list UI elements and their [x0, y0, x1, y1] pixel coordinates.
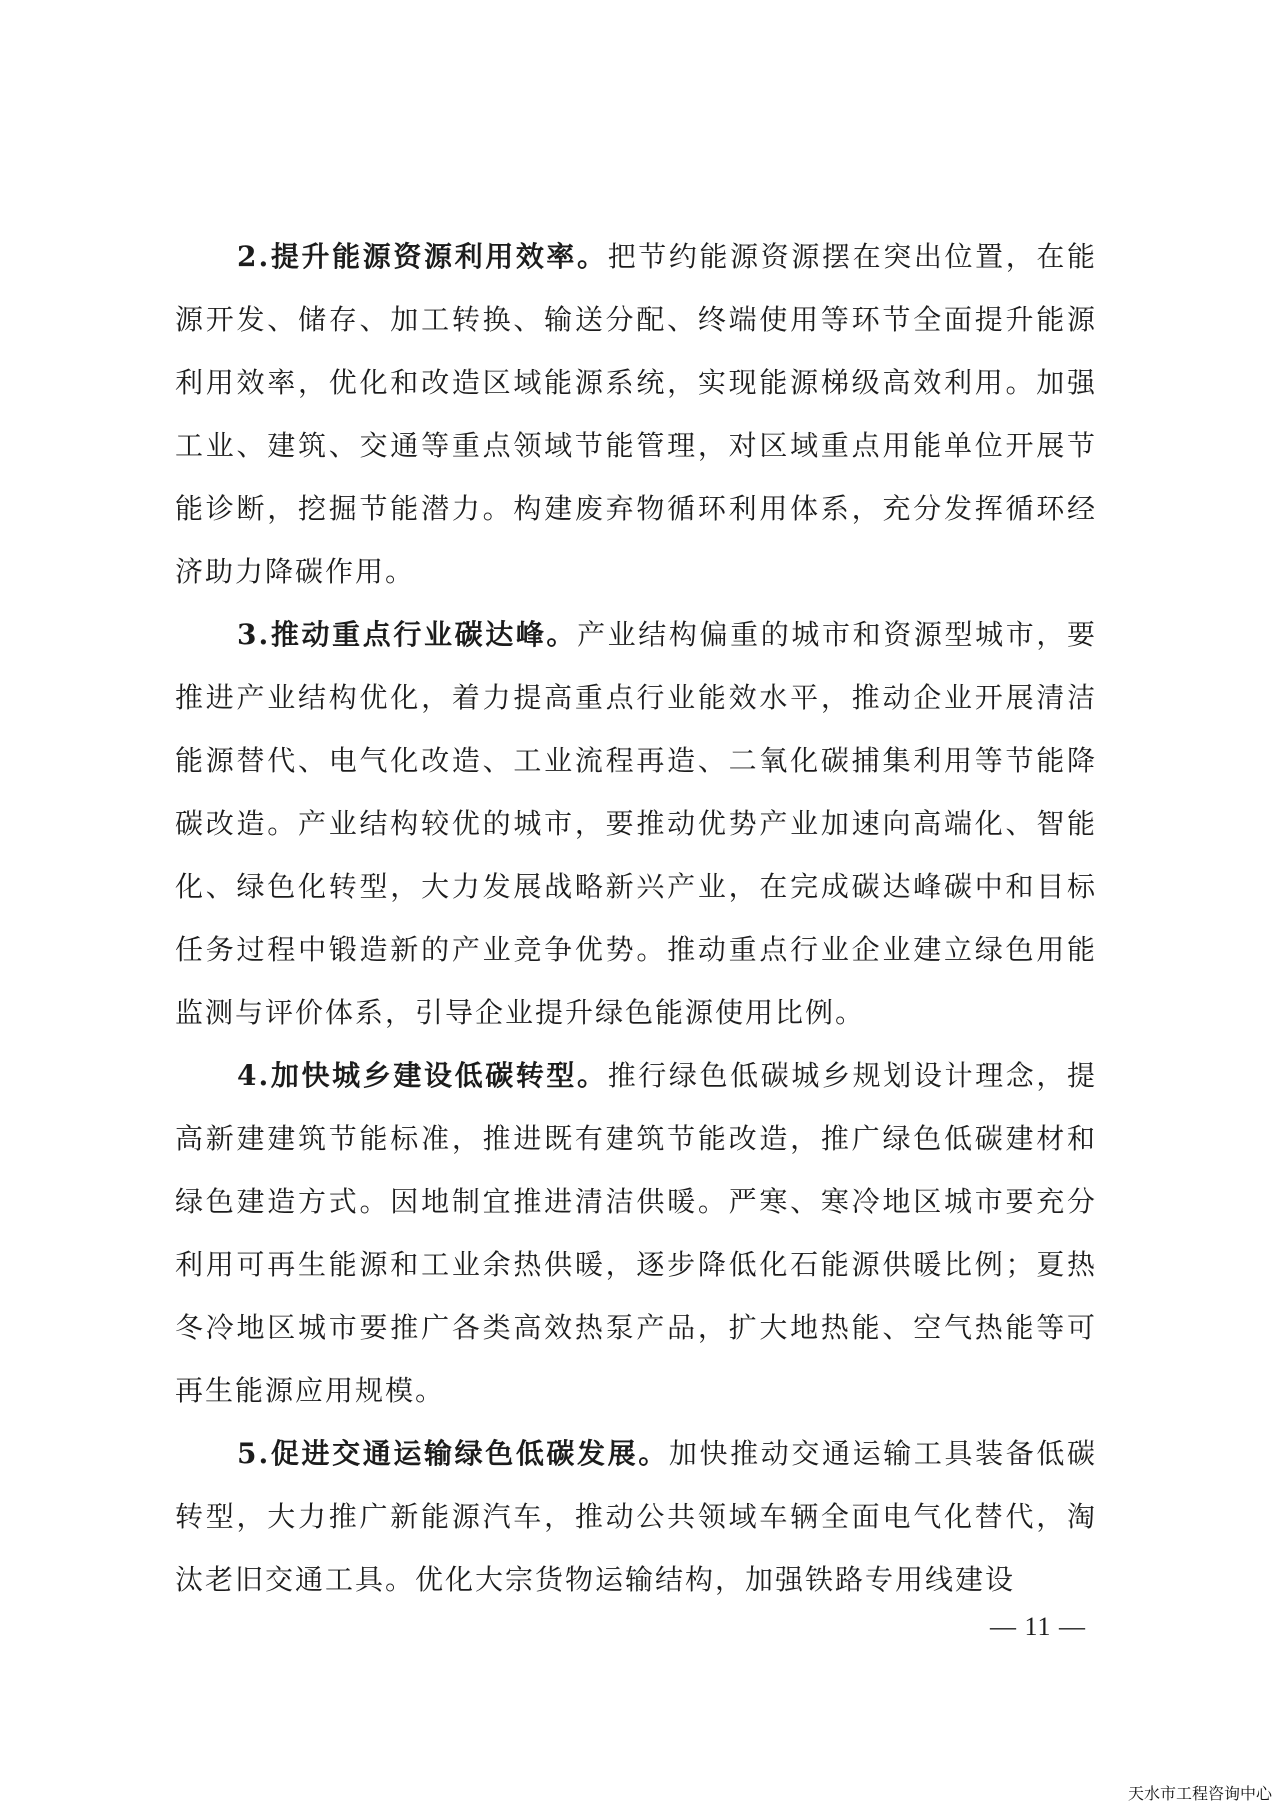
paragraph-heading: 5.促进交通运输绿色低碳发展。	[237, 1437, 669, 1470]
paragraph-key-industries	[175, 603, 1097, 1044]
paragraph-text: 产业结构偏重的城市和资源型城市，要推进产业结构优化，着力提高重点行业能效水平，推动企业开展清洁能源替代、电气化改造、工业流程再造、二氧化碳捕集利用等节能降碳改造。产业结构较优的城市，要推动优势产业加速向高端化、智能化、绿色化转型，大力发展战略新兴产业，在完成碳达峰碳中和目标任务过程中锻造新的产业竞争优势。推动重点行业企业建立绿色用能监测与评价体系，引导企业提升绿色能源使用比例。	[175, 618, 1097, 1029]
page-number: — 11 —	[990, 1612, 1087, 1641]
paragraph-text: 推行绿色低碳城乡规划设计理念，提高新建建筑节能标准，推进既有建筑节能改造，推广绿色低碳建材和绿色建造方式。因地制宜推进清洁供暖。严寒、寒冷地区城市要充分利用可再生能源和工业余热供暖，逐步降低化石能源供暖比例；夏热冬冷地区城市要推广各类高效热泵产品，扩大地热能、空气热能等可再生能源应用规模。	[175, 1059, 1097, 1407]
paragraph-text: 把节约能源资源摆在突出位置，在能源开发、储存、加工转换、输送分配、终端使用等环节全面提升能源利用效率，优化和改造区域能源系统，实现能源梯级高效利用。加强工业、建筑、交通等重点领域节能管理，对区域重点用能单位开展节能诊断，挖掘节能潜力。构建废弃物循环利用体系，充分发挥循环经济助力降碳作用。	[175, 240, 1097, 588]
source-watermark: 天水市工程咨询中心	[1127, 1784, 1272, 1803]
document-body	[175, 225, 1097, 1611]
paragraph-text: 加快推动交通运输工具装备低碳转型，大力推广新能源汽车，推动公共领域车辆全面电气化替代，淘汰老旧交通工具。优化大宗货物运输结构，加强铁路专用线建设	[175, 1437, 1097, 1596]
paragraph-urban-rural-construction	[175, 1044, 1097, 1422]
paragraph-heading: 4.加快城乡建设低碳转型。	[237, 1059, 608, 1092]
paragraph-transportation	[175, 1422, 1097, 1611]
paragraph-energy-efficiency	[175, 225, 1097, 603]
paragraph-heading: 2.提升能源资源利用效率。	[237, 240, 608, 273]
paragraph-heading: 3.推动重点行业碳达峰。	[237, 618, 578, 651]
